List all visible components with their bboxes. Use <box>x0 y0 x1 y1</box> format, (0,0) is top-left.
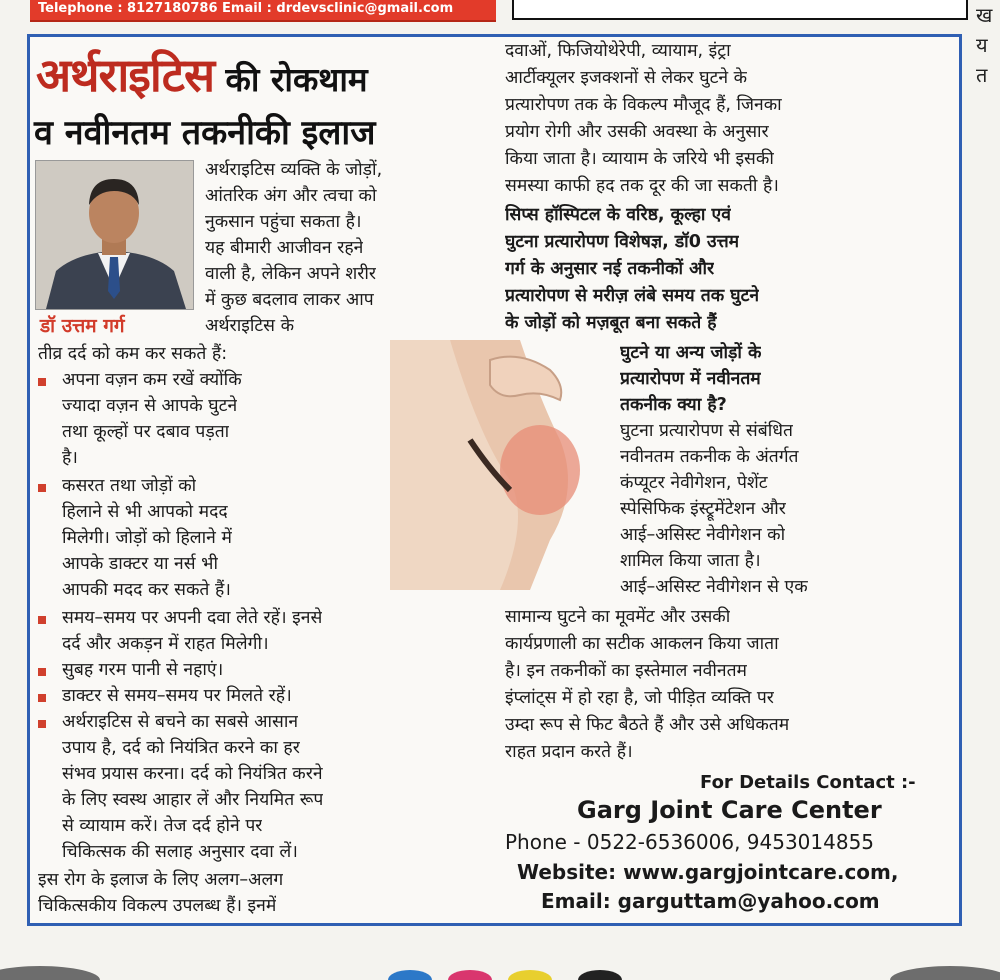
bullet-line: संभव प्रयास करना। दर्द को नियंत्रित करने <box>62 764 323 784</box>
right-line: प्रयोग रोगी और उसकी अवस्था के अनुसार <box>505 122 769 142</box>
article-subtitle: व नवीनतम तकनीकी इलाज <box>34 113 376 153</box>
bullet-line: है। <box>62 448 78 468</box>
bullet-marker <box>38 668 46 676</box>
bullet-line: से व्यायाम करें। तेज दर्द होने पर <box>62 816 263 836</box>
intro-line: नुकसान पहुंचा सकता है। <box>205 212 362 232</box>
right-line: समस्या काफी हद तक दूर की जा सकती है। <box>505 176 779 196</box>
question-line: तकनीक क्या है? <box>620 395 727 415</box>
intro-line: यह बीमारी आजीवन रहने <box>205 238 364 258</box>
bullet-line: अर्थराइटिस से बचने का सबसे आसान <box>62 712 299 732</box>
center-name: Garg Joint Care Center <box>577 796 882 824</box>
answer-line: स्पेसिफिक इंस्ट्रूमेंटेशन और <box>620 499 786 519</box>
adjacent-column-box <box>512 0 968 20</box>
intro-line: में कुछ बदलाव लाकर आप <box>205 290 374 310</box>
answer-wide-line: है। इन तकनीकों का इस्तेमाल नवीनतम <box>505 661 748 681</box>
answer-wide-line: इंप्लांट्स में हो रहा है, जो पीड़ित व्यक्ति पर <box>505 688 774 708</box>
intro-line: अर्थराइटिस व्यक्ति के जोड़ों, <box>205 160 383 180</box>
intro-line: अर्थराइटिस के <box>205 316 295 336</box>
bullet-line: चिकित्सक की सलाह अनुसार दवा लें। <box>62 842 298 862</box>
answer-line: आई–असिस्ट नेवीगेशन से एक <box>620 577 808 597</box>
bullet-line: समय–समय पर अपनी दवा लेते रहें। इनसे <box>62 608 323 628</box>
bullet-line: अपना वज़न कम रखें क्योंकि <box>62 370 242 390</box>
knee-illustration <box>390 340 590 590</box>
answer-wide-line: राहत प्रदान करते हैं। <box>505 742 633 762</box>
doctor-name: डॉ उत्तम गर्ग <box>40 315 125 337</box>
question-line: घुटने या अन्य जोड़ों के <box>620 343 762 363</box>
right-line: दवाओं, फिजियोथेरेपी, व्यायाम, इंट्रा <box>505 41 731 61</box>
bullet-line: हिलाने से भी आपको मदद <box>62 502 228 522</box>
left-end-line: इस रोग के इलाज के लिए अलग–अलग <box>38 870 284 890</box>
right-bold-line: घुटना प्रत्यारोपण विशेषज्ञ, डॉ0 उत्तम <box>505 232 740 252</box>
right-bold-line: गर्ग के अनुसार नई तकनीकों और <box>505 259 715 279</box>
bullet-marker <box>38 616 46 624</box>
bullet-marker <box>38 694 46 702</box>
right-line: आर्टीक्यूलर इजक्शनों से लेकर घुटने के <box>505 68 748 88</box>
article-title <box>36 50 496 100</box>
contact-website: Website: www.gargjointcare.com, <box>517 860 899 884</box>
bullet-marker <box>38 378 46 386</box>
bullet-line: उपाय है, दर्द को नियंत्रित करने का हर <box>62 738 300 758</box>
bullet-marker <box>38 720 46 728</box>
answer-line: नवीनतम तकनीक के अंतर्गत <box>620 447 799 467</box>
doctor-photo <box>35 160 194 310</box>
right-line: किया जाता है। व्यायाम के जरिये भी इसकी <box>505 149 774 169</box>
header-strip-text: Telephone : 8127180786 Email : drdevsclinic@gmail.com <box>38 1 454 16</box>
intro-line: आंतरिक अंग और त्वचा को <box>205 186 377 206</box>
answer-line: शामिल किया जाता है। <box>620 551 761 571</box>
intro-line: वाली है, लेकिन अपने शरीर <box>205 264 377 284</box>
bullet-line: ज्यादा वज़न से आपके घुटने <box>62 396 238 416</box>
bullet-line: डाक्टर से समय–समय पर मिलते रहें। <box>62 686 292 706</box>
question-line: प्रत्यारोपण में नवीनतम <box>620 369 761 389</box>
bullet-line: आपकी मदद कर सकते हैं। <box>62 580 231 600</box>
answer-wide-line: उम्दा रूप से फिट बैठते हैं और उसे अधिकतम <box>505 715 790 735</box>
right-bold-line: के जोड़ों को मज़बूत बना सकते हैं <box>505 313 717 333</box>
bullet-line: कसरत तथा जोड़ों को <box>62 476 197 496</box>
header-strip <box>30 0 496 22</box>
adjacent-article-edge: ख य त <box>976 3 993 87</box>
bullet-line: के लिए स्वस्थ आहार लें और नियमित रूप <box>62 790 324 810</box>
answer-wide-line: सामान्य घुटने का मूवमेंट और उसकी <box>505 607 731 627</box>
intro-tail: तीव्र दर्द को कम कर सकते हैं: <box>38 344 228 364</box>
bullet-line: दर्द और अकड़न में राहत मिलेगी। <box>62 634 269 654</box>
answer-line: घुटना प्रत्यारोपण से संबंधित <box>620 421 794 441</box>
title-rest: की रोकथाम <box>214 60 368 99</box>
title-keyword: अर्थराइटिस <box>36 48 215 102</box>
contact-email: Email: garguttam@yahoo.com <box>541 889 880 913</box>
answer-line: कंप्यूटर नेवीगेशन, पेशेंट <box>620 473 768 493</box>
right-line: प्रत्यारोपण तक के विकल्प मौजूद हैं, जिनका <box>505 95 782 115</box>
answer-wide-line: कार्यप्रणाली का सटीक आकलन किया जाता <box>505 634 779 654</box>
print-color-marks <box>0 950 1000 980</box>
bullet-line: तथा कूल्हों पर दबाव पड़ता <box>62 422 230 442</box>
bullet-marker <box>38 484 46 492</box>
bullet-line: मिलेगी। जोड़ों को हिलाने में <box>62 528 232 548</box>
contact-phone: Phone - 0522-6536006, 9453014855 <box>505 830 875 854</box>
contact-heading: For Details Contact :- <box>700 772 916 793</box>
left-end-line: चिकित्सकीय विकल्प उपलब्ध हैं। इनमें <box>38 896 277 916</box>
bullet-line: आपके डाक्टर या नर्स भी <box>62 554 218 574</box>
bullet-line: सुबह गरम पानी से नहाएं। <box>62 660 224 680</box>
right-bold-line: सिप्स हॉस्पिटल के वरिष्ठ, कूल्हा एवं <box>505 205 731 225</box>
right-bold-line: प्रत्यारोपण से मरीज़ लंबे समय तक घुटने <box>505 286 760 306</box>
answer-line: आई–असिस्ट नेवीगेशन को <box>620 525 786 545</box>
